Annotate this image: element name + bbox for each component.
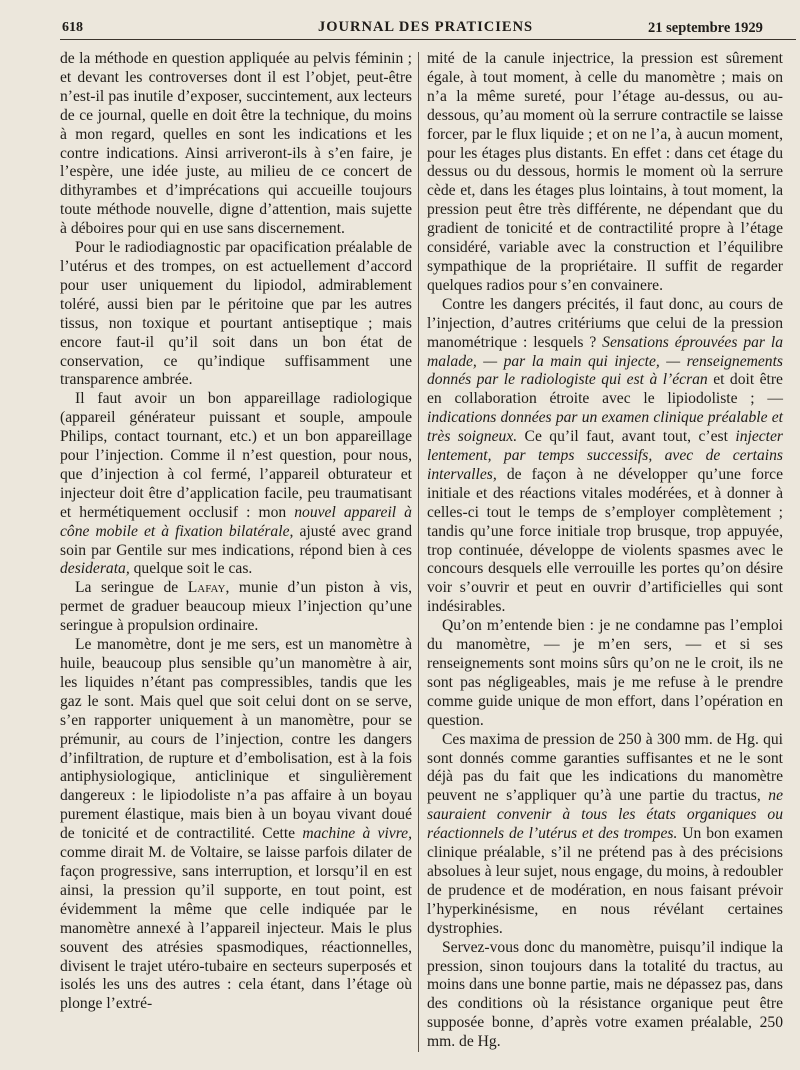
text-run: Il faut avoir un bon appareillage radiologique (appareil générateur puissant et souple, ampoule Philips, contact tournant, etc.) et un bon appareillage pour l’injection. Comme il n’est question, pour nous, que d’injection à col fermé, l’appareil obturateur et injecteur doit être d’application facile, peu traumatisant et hermétiquement occlusif : mon: [60, 390, 412, 521]
journal-title: JOURNAL DES PRATICIENS: [318, 19, 534, 35]
issue-date: 21 septembre 1929: [648, 20, 763, 36]
paragraph: [60, 390, 412, 579]
italic-text: Sensations éprouvées par la malade, — par la main qui injecte, — renseignements donnés par le radiologiste qui est à l’écran: [427, 333, 784, 389]
paragraph: [427, 731, 783, 939]
italic-text: ne sauraient convenir à tous les états organiques ou réactionnels de l’utérus et des trompes.: [427, 787, 783, 843]
text-run: de la méthode en question appliquée au pelvis féminin ; et devant les controverses dont il est l’objet, peut-être n’est-il pas inutile d’exposer, succintement, aux lecteurs de ce journal, quelle en doit être la technique, du moins à mon regard, quelles en sont les indications et les contre indications. Ainsi arriveront-ils à s’en faire, je l’espère, une idée juste, au milieu de ce concert de dithyrambes et d’imprécations qui accueille toujours toute méthode nouvelle, digne d’attention, mais sujette à déboires pour qui en use sans discernement.: [60, 50, 412, 238]
page-number: 618: [62, 20, 83, 35]
paragraph: [427, 939, 783, 1052]
text-run: quelque soit le cas.: [129, 560, 253, 578]
text-run: Servez-vous donc du manomètre, puisqu’il indique la pression, sinon toujours dans la totalité du tractus, au moins dans une bonne partie, mais ne dépassez pas, dans des conditions où la résistance organique peut être supposée bonne, d’après votre examen préalable, 250 mm. de Hg.: [427, 938, 783, 1051]
text-run: mité de la canule injectrice, la pression est sûrement égale, à tout moment, à celle du manomètre ; mais on n’a la même sureté, pour l’étage au-dessus, ou au-dessous, qu’au moment où la serrure contractile se laisse forcer, par le flux liquide ; et on ne l’a, à aucun moment, pour les étages plus distants. En effet : dans cet étage du dessus ou du dessous, hormis le moment où la serrure cède et, dans les étages plus lointains, à tout moment, la pression peut être très différente, ne dépendant que du gradient de tonicité et de contractilité propre à l’étage considéré, variable avec la construction et l’équilibre sympathique de la propriétaire. Il suffit de regarder quelques radios pour s’en convainere.: [427, 50, 783, 294]
text-run: Ce qu’il faut, avant tout, c’est: [517, 428, 736, 446]
paragraph: [427, 50, 783, 296]
text-run: et doit être en collaboration étroite avec le lipiodoliste ; —: [427, 371, 783, 408]
text-run: Ces maxima de pression de 250 à 300 mm. de Hg. qui sont donnés comme garanties suffisantes et ne le sont déjà pas du fait que les indications du manomètre peuvent ne s’appliquer qu’à une partie du tractus,: [427, 730, 783, 805]
paragraph: [60, 50, 412, 239]
text-run: , munie d’un piston à vis, permet de graduer beaucoup mieux l’injection qu’une seringue à propulsion ordinaire.: [60, 579, 413, 635]
text-run: Contre les dangers précités, il faut donc, au cours de l’injection, d’autres critériums que celui de la pression manométrique : lesquels ?: [427, 295, 783, 351]
left-column: [60, 50, 412, 1060]
italic-text: desiderata,: [60, 560, 130, 578]
italic-text: indications données par un examen clinique préalable et très soigneux.: [427, 409, 783, 446]
paragraph: [60, 239, 412, 390]
paragraph: [427, 296, 783, 617]
text-run: comme dirait M. de Voltaire, se laisse parfois dilater de façon progressive, sans interruption, et lorsqu’il en est ainsi, la pression qu’il supporte, en tout point, est évidemment la même que celle indiquée par le manomètre annexé à l’appareil injecteur. Mais le plus souvent des atrésies spasmodiques, réactionnelles, divisent le trajet utéro-tubaire en secteurs superposés et isolés les uns des autres : cela étant, dans l’étage où plonge l’extré-: [60, 844, 412, 1013]
right-column: [427, 50, 783, 1060]
header-rule: [60, 39, 796, 40]
paragraph: [60, 579, 412, 636]
italic-text: machine à vivre,: [302, 825, 413, 843]
text-run: Pour le radiodiagnostic par opacification préalable de l’utérus et des trompes, on est actuellement d’accord pour user uniquement du lipiodol, admirablement toléré, aussi bien par le péritoine que par les autres tissus, non toxique et pourtant antiseptique ; mais encore faut-il qu’il soit dans un bon état de conservation, ce qu’indique suffisamment une transparence ambrée.: [60, 239, 412, 389]
italic-text: nouvel appareil à cône mobile et à fixation bilatérale,: [60, 503, 412, 540]
paragraph: [60, 636, 412, 1014]
paragraph: [427, 617, 783, 730]
text-run: de façon à ne développer qu’une force initiale et des réactions vitales modérées, et à donner à celles-ci tout le temps de s’employer complètement ; tandis qu’une force initiale trop brusque, trop appuyée, trop continuée, développe de violents spasmes avec le concours desquels elle verrouille les portes qu’on désire voir s’ouvrir et peut en ouvrir d’artificielles qui sont indésirables.: [427, 465, 783, 616]
text-run: Le manomètre, dont je me sers, est un manomètre à huile, beaucoup plus sensible qu’un manomètre à air, les liquides n’étant pas compressibles, tandis que les gaz le sont. Mais quel que soit celui dont on se serve, s’en rapporter uniquement à un manomètre, pour se prémunir, au cours de l’injection, contre les dangers d’infiltration, de rupture et d’embolisation, est à la fois antiphysiologique, anticlinique et singulièrement dangereux : le lipiodoliste n’a pas affaire à un boyau purement élastique, mais bien à un boyau vivant doué de tonicité et de contractilité. Cette: [60, 636, 412, 843]
text-run: Qu’on m’entende bien : je ne condamne pas l’emploi du manomètre, — je m’en sers, — et si ses renseignements sont moins sûrs qu’on ne le croit, ils ne sont pas négligeables, mais je me refuse à le prendre comme guide unique de mon effort, dans l’opération en question.: [427, 617, 783, 729]
small-caps-name: Lafay: [187, 579, 226, 597]
column-divider: [418, 52, 419, 1052]
running-header: [0, 0, 800, 46]
italic-text: injecter lentement, par temps successifs, avec de certains intervalles,: [427, 428, 783, 483]
text-run: Un bon examen clinique préalable, s’il ne prétend pas à des précisions absolues à leur sujet, nous engage, du moins, à redoubler de prudence et de modération, en nous faisant prévoir l’hyperkinésisme, en nous révélant certaines dystrophies.: [427, 825, 783, 937]
text-run: La seringue de: [75, 579, 188, 597]
text-run: ajusté avec grand soin par Gentile sur mes indications, répond bien à ces: [60, 522, 412, 559]
